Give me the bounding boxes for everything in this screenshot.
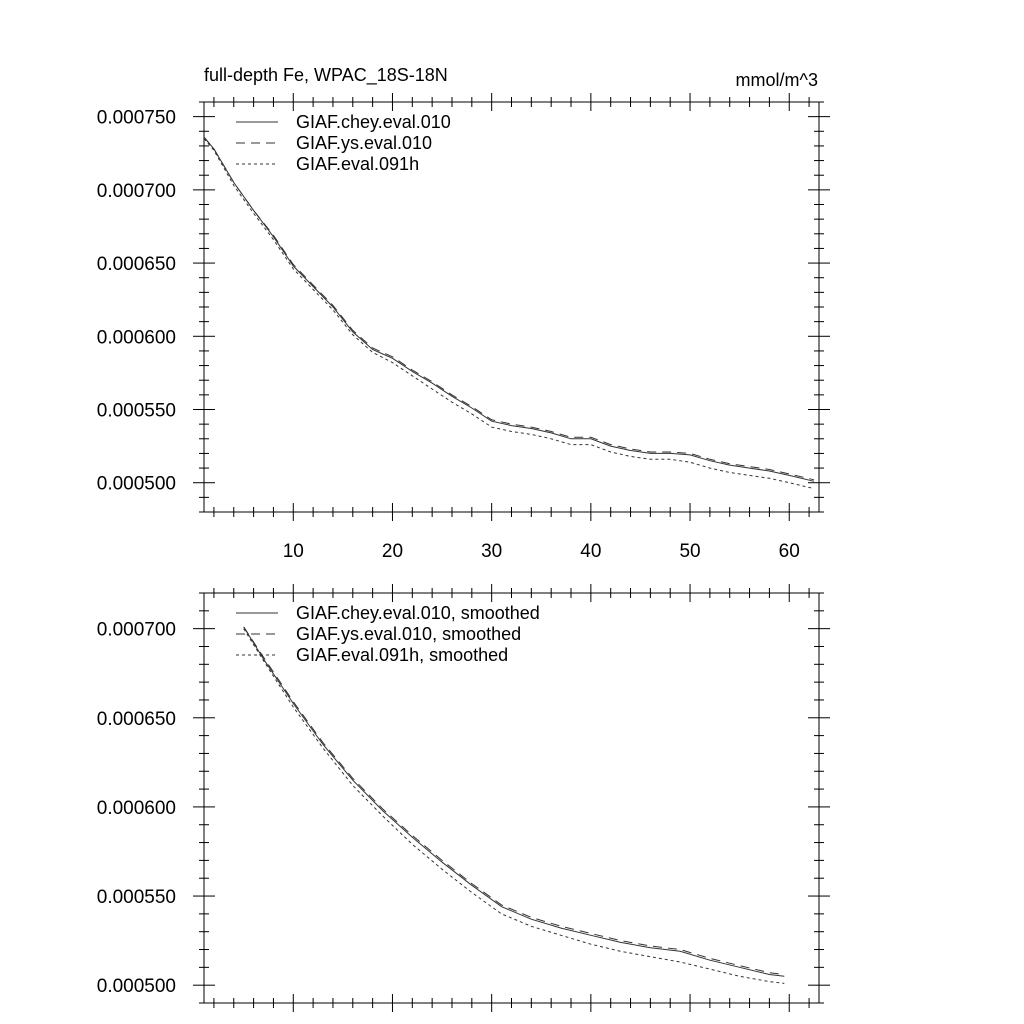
series-line (204, 137, 814, 481)
top-panel (97, 65, 830, 562)
legend-label: GIAF.ys.eval.010, smoothed (296, 624, 522, 644)
y-tick-label: 0.000650 (96, 708, 176, 730)
y-tick-label: 0.000600 (96, 327, 176, 349)
series-line (244, 629, 785, 984)
series-lines (204, 137, 814, 489)
y-tick-label: 0.000650 (96, 254, 176, 276)
legend (236, 603, 540, 665)
y-tick-label: 0.000550 (96, 400, 176, 422)
y-tick-label: 0.000700 (96, 180, 176, 202)
legend-label: GIAF.eval.091h (296, 154, 420, 174)
legend (236, 112, 451, 174)
axis-ticks (97, 93, 830, 562)
y-tick-label: 0.000700 (96, 619, 176, 641)
units-label: mmol/m^3 (735, 70, 818, 90)
bottom-panel (97, 584, 830, 1012)
y-tick-label: 0.000600 (96, 797, 176, 819)
x-tick-label: 30 (481, 541, 503, 562)
y-tick-label: 0.000500 (96, 473, 176, 495)
x-tick-label: 50 (679, 541, 701, 562)
x-tick-label: 20 (381, 541, 404, 562)
legend-label: GIAF.ys.eval.010 (296, 133, 433, 153)
panel-title: full-depth Fe, WPAC_18S-18N (204, 65, 448, 85)
series-line (204, 137, 814, 480)
y-tick-label: 0.000750 (96, 107, 176, 129)
x-tick-label: 60 (778, 541, 800, 562)
x-tick-label: 10 (282, 541, 304, 562)
y-tick-label: 0.000550 (96, 887, 176, 909)
legend-label: GIAF.eval.091h, smoothed (296, 645, 509, 665)
series-line (204, 139, 814, 489)
legend-label: GIAF.chey.eval.010, smoothed (296, 603, 540, 623)
y-tick-label: 0.000500 (96, 976, 176, 998)
series-lines (244, 627, 785, 984)
legend-label: GIAF.chey.eval.010 (296, 112, 451, 132)
series-line (244, 627, 785, 976)
series-line (244, 627, 785, 975)
x-tick-label: 40 (580, 541, 602, 562)
